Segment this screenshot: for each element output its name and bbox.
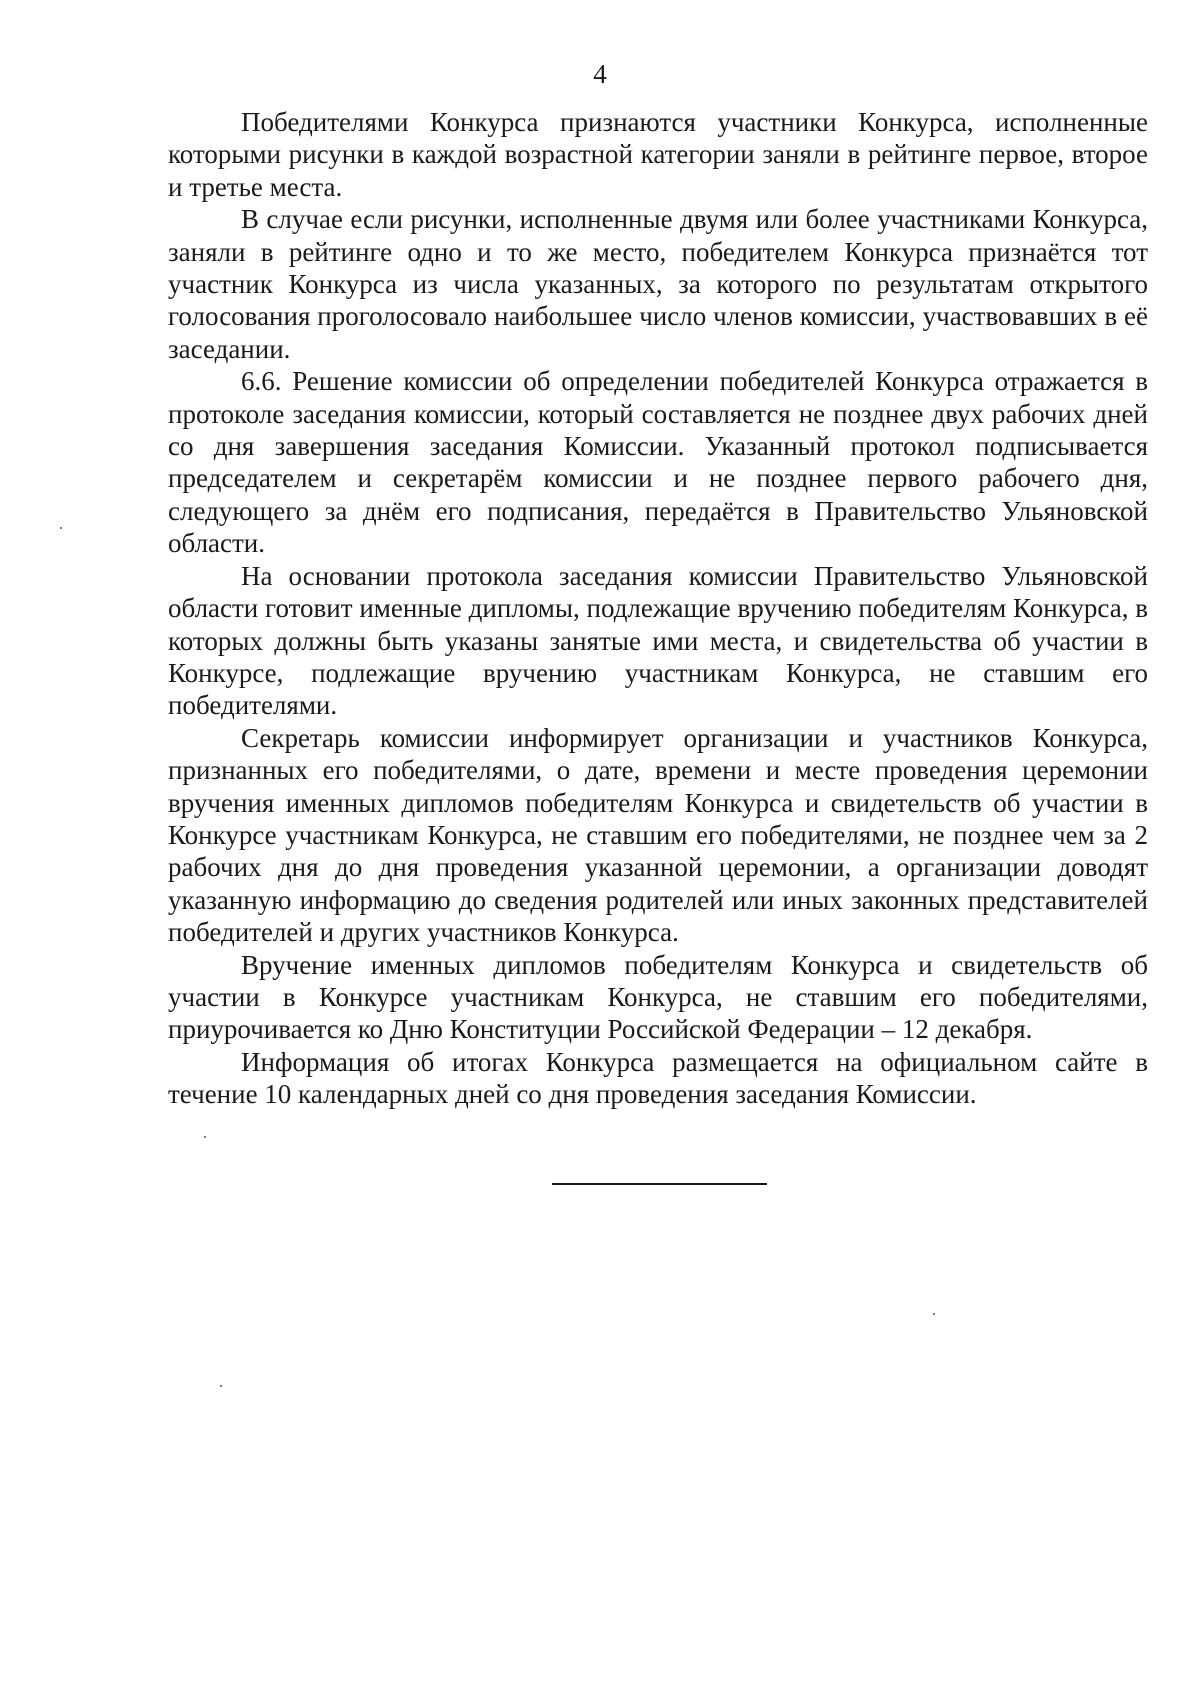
paragraph-tie-break: В случае если рисунки, исполненные двумя или более участниками Конкурса, заняли в рейтинге одно и то же место, победителем Конкурса признаётся тот участник Конкурса из числа указанных, за которого по результатам открытого голосования проголосовало наибольшее число членов комиссии, участвовавших в её заседании. [168,204,1148,364]
paragraph-results-info: Информация об итогах Конкурса размещается на официальном сайте в течение 10 календарных дней со дня проведения заседания Комиссии. [168,1046,1148,1110]
paragraph-ceremony: Вручение именных дипломов победителям Конкурса и свидетельств об участии в Конкурсе участникам Конкурса, не ставшим его победителями, приурочивается ко Дню Конституции Российской Федерации – 12 декабря. [168,949,1148,1045]
page-number: 4 [593,59,607,89]
paragraph-notification: Секретарь комиссии информирует организации и участников Конкурса, признанных его победителями, о дате, времени и месте проведения церемонии вручения именных дипломов победителям Конкурса и свидетельств об участии в Конкурсе участникам Конкурса, не ставшим его победителями, не позднее чем за 2 рабочих дня до дня проведения указанной церемонии, а организации доводят указанную информацию до сведения родителей или иных законных представителей победителей и других участников Конкурса. [168,722,1148,948]
scan-speck [220,1385,222,1387]
scan-speck [204,1136,206,1138]
end-separator-line [552,1183,767,1185]
paragraph-protocol: 6.6. Решение комиссии об определении победителей Конкурса отражается в протоколе заседания комиссии, который составляется не позднее двух рабочих дней со дня завершения заседания Комиссии. Указанный протокол подписывается председателем и секретарём комиссии и не позднее первого рабочего дня, следующего за днём его подписания, передаётся в Правительство Ульяновской области. [168,366,1148,559]
scan-speck [933,1313,935,1315]
scan-speck [60,527,62,529]
paragraph-diplomas: На основании протокола заседания комиссии Правительство Ульяновской области готовит именные дипломы, подлежащие вручению победителям Конкурса, в которых должны быть указаны занятые ими места, и свидетельства об участии в Конкурсе, подлежащие вручению участникам Конкурса, не ставшим его победителями. [168,560,1148,721]
document-body [168,106,1148,1111]
paragraph-winners: Победителями Конкурса признаются участники Конкурса, исполненные которыми рисунки в каждой возрастной категории заняли в рейтинге первое, второе и третье места. [168,107,1148,202]
